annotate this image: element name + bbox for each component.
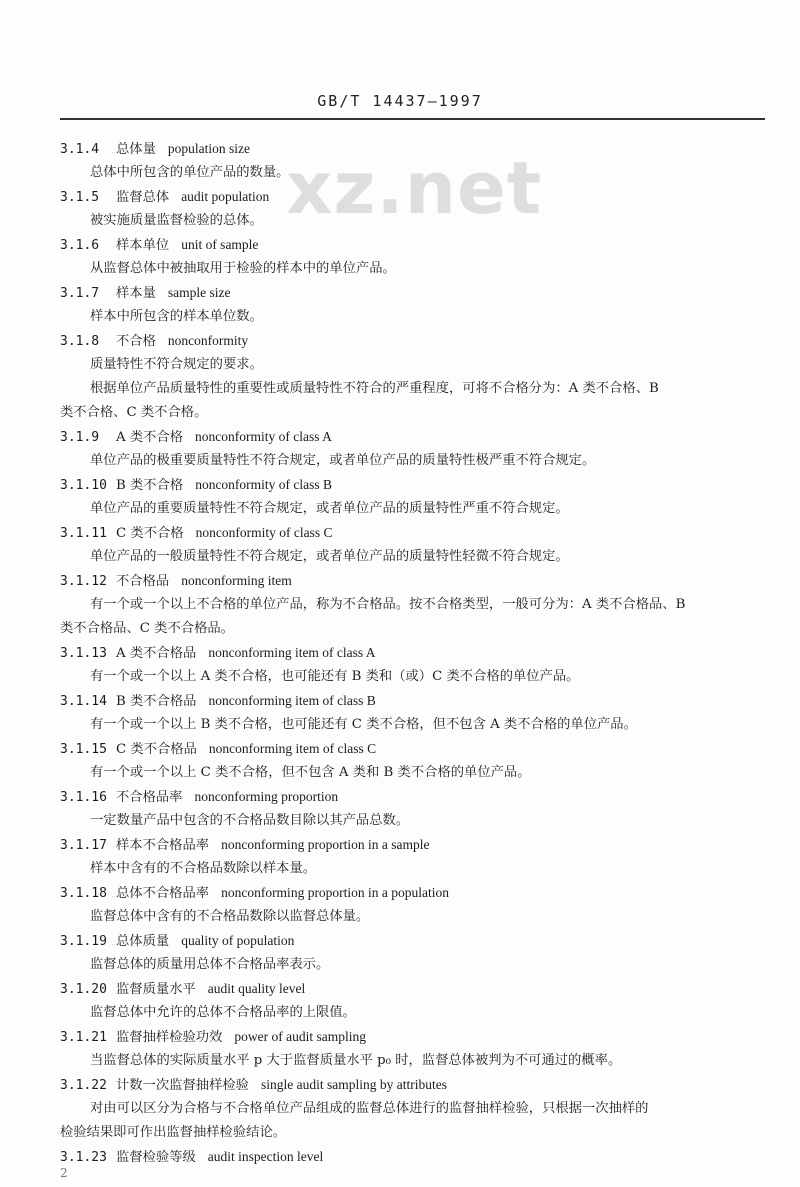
term-english: quality of population	[181, 933, 295, 948]
definition-text: 被实施质量监督检验的总体。	[90, 213, 263, 228]
term-chinese: 不合格品	[116, 574, 170, 589]
term-chinese: B 类不合格品	[116, 694, 197, 709]
term-english: nonconforming item of class C	[208, 741, 377, 756]
definition-text: 有一个或一个以上 B 类不合格，也可能还有 C 类不合格，但不包含 A 类不合格的单位产品。	[90, 717, 637, 732]
clause-number: 3.1.5	[60, 190, 100, 205]
clause-number: 3.1.23	[60, 1150, 107, 1165]
term-chinese: 样本不合格品率	[116, 838, 210, 853]
term-heading	[60, 737, 770, 761]
standard-code-header: GB/T 14437—1997	[317, 92, 483, 110]
clause-number: 3.1.9	[60, 430, 100, 445]
term-english: nonconforming item	[181, 573, 292, 588]
definition-text: 质量特性不符合规定的要求。	[90, 357, 263, 372]
definition-text: 监督总体中含有的不合格品数除以监督总体量。	[90, 909, 370, 924]
term-english: sample size	[167, 285, 231, 300]
term-heading	[60, 1025, 770, 1049]
definition-text: 有一个或一个以上 A 类不合格，也可能还有 B 类和（或）C 类不合格的单位产品。	[90, 669, 580, 684]
term-chinese: 总体量	[116, 142, 156, 157]
term-english: audit quality level	[207, 981, 306, 996]
term-heading	[60, 977, 770, 1001]
paragraph-text: 根据单位产品质量特性的重要性或质量特性不符合的严重程度，可将不合格分为：A 类不合格、B	[90, 381, 659, 396]
clause-number: 3.1.4	[60, 142, 100, 157]
definition-text: 样本中所包含的样本单位数。	[90, 309, 263, 324]
clause-number: 3.1.18	[60, 886, 107, 901]
clause-number: 3.1.16	[60, 790, 107, 805]
clause-number: 3.1.21	[60, 1030, 107, 1045]
term-english: unit of sample	[181, 237, 259, 252]
clause-number: 3.1.17	[60, 838, 107, 853]
term-heading	[60, 233, 770, 257]
paragraph-text: 对由可以区分为合格与不合格单位产品组成的监督总体进行的监督抽样检验，只根据一次抽样的	[90, 1101, 649, 1116]
term-chinese: 监督抽样检验功效	[116, 1030, 223, 1045]
clause-number: 3.1.19	[60, 934, 107, 949]
term-english: population size	[167, 141, 250, 156]
clause-number: 3.1.13	[60, 646, 107, 661]
header-rule	[60, 118, 765, 120]
term-chinese: C 类不合格品	[116, 742, 197, 757]
term-chinese: A 类不合格	[116, 430, 184, 445]
term-english: audit population	[181, 189, 270, 204]
definition-text: 单位产品的极重要质量特性不符合规定，或者单位产品的质量特性极严重不符合规定。	[90, 453, 596, 468]
clause-number: 3.1.15	[60, 742, 107, 757]
term-chinese: 样本量	[116, 286, 156, 301]
clause-number: 3.1.14	[60, 694, 107, 709]
clause-number: 3.1.12	[60, 574, 107, 589]
clause-number: 3.1.22	[60, 1078, 107, 1093]
term-english: nonconforming item of class A	[208, 645, 376, 660]
term-english: audit inspection level	[207, 1149, 324, 1164]
term-heading	[60, 137, 770, 161]
watermark: xz.net	[286, 146, 543, 230]
term-chinese: 监督总体	[116, 190, 170, 205]
definition-text: 总体中所包含的单位产品的数量。	[90, 165, 290, 180]
term-heading	[60, 569, 770, 593]
clause-number: 3.1.20	[60, 982, 107, 997]
term-english: single audit sampling by attributes	[260, 1077, 447, 1092]
term-chinese: 总体不合格品率	[116, 886, 210, 901]
term-heading	[60, 521, 770, 545]
definition-text: 当监督总体的实际质量水平 p 大于监督质量水平 p₀ 时，监督总体被判为不可通过的概率。	[90, 1053, 622, 1068]
term-heading	[60, 281, 770, 305]
term-chinese: C 类不合格	[116, 526, 184, 541]
definition-text: 单位产品的一般质量特性不符合规定，或者单位产品的质量特性轻微不符合规定。	[90, 549, 569, 564]
clause-number: 3.1.8	[60, 334, 100, 349]
page-number: 2	[60, 1166, 68, 1180]
term-heading	[60, 1073, 770, 1097]
term-chinese: 不合格品率	[116, 790, 183, 805]
term-heading	[60, 185, 770, 209]
term-chinese: 总体质量	[116, 934, 170, 949]
term-english: power of audit sampling	[234, 1029, 366, 1044]
term-chinese: 监督质量水平	[116, 982, 196, 997]
term-heading	[60, 785, 770, 809]
term-heading	[60, 473, 770, 497]
paragraph-text: 类不合格、C 类不合格。	[60, 405, 208, 420]
term-heading	[60, 425, 770, 449]
definition-text: 单位产品的重要质量特性不符合规定，或者单位产品的质量特性严重不符合规定。	[90, 501, 569, 516]
paragraph-text: 类不合格品、C 类不合格品。	[60, 621, 234, 636]
term-heading	[60, 929, 770, 953]
term-heading	[60, 689, 770, 713]
term-chinese: 监督检验等级	[116, 1150, 196, 1165]
definition-text: 从监督总体中被抽取用于检验的样本中的单位产品。	[90, 261, 396, 276]
term-chinese: 不合格	[116, 334, 156, 349]
paragraph-text: 检验结果即可作出监督抽样检验结论。	[60, 1125, 287, 1140]
clause-number: 3.1.10	[60, 478, 107, 493]
clause-number: 3.1.7	[60, 286, 100, 301]
term-chinese: A 类不合格品	[116, 646, 197, 661]
definition-text: 样本中含有的不合格品数除以样本量。	[90, 861, 317, 876]
term-chinese: 计数一次监督抽样检验	[116, 1078, 249, 1093]
definition-text: 有一个或一个以上 C 类不合格，但不包含 A 类和 B 类不合格的单位产品。	[90, 765, 531, 780]
term-english: nonconformity of class A	[195, 429, 332, 444]
term-chinese: 样本单位	[116, 238, 170, 253]
term-heading	[60, 881, 770, 905]
clause-number: 3.1.11	[60, 526, 107, 541]
term-english: nonconformity	[167, 333, 249, 348]
term-heading	[60, 641, 770, 665]
definition-text: 一定数量产品中包含的不合格品数目除以其产品总数。	[90, 813, 410, 828]
definition-text: 监督总体的质量用总体不合格品率表示。	[90, 957, 330, 972]
paragraph-text: 有一个或一个以上不合格的单位产品，称为不合格品。按不合格类型，一般可分为：A 类不合格品、B	[90, 597, 686, 612]
term-chinese: B 类不合格	[116, 478, 184, 493]
term-english: nonconforming item of class B	[208, 693, 376, 708]
term-english: nonconformity of class C	[195, 525, 333, 540]
document-body	[60, 137, 770, 1169]
term-heading	[60, 833, 770, 857]
term-english: nonconforming proportion in a population	[221, 885, 450, 900]
clause-number: 3.1.6	[60, 238, 100, 253]
definition-text: 监督总体中允许的总体不合格品率的上限值。	[90, 1005, 356, 1020]
term-english: nonconforming proportion in a sample	[221, 837, 430, 852]
term-english: nonconformity of class B	[195, 477, 333, 492]
term-heading	[60, 1145, 770, 1169]
term-english: nonconforming proportion	[194, 789, 339, 804]
term-heading	[60, 329, 770, 353]
